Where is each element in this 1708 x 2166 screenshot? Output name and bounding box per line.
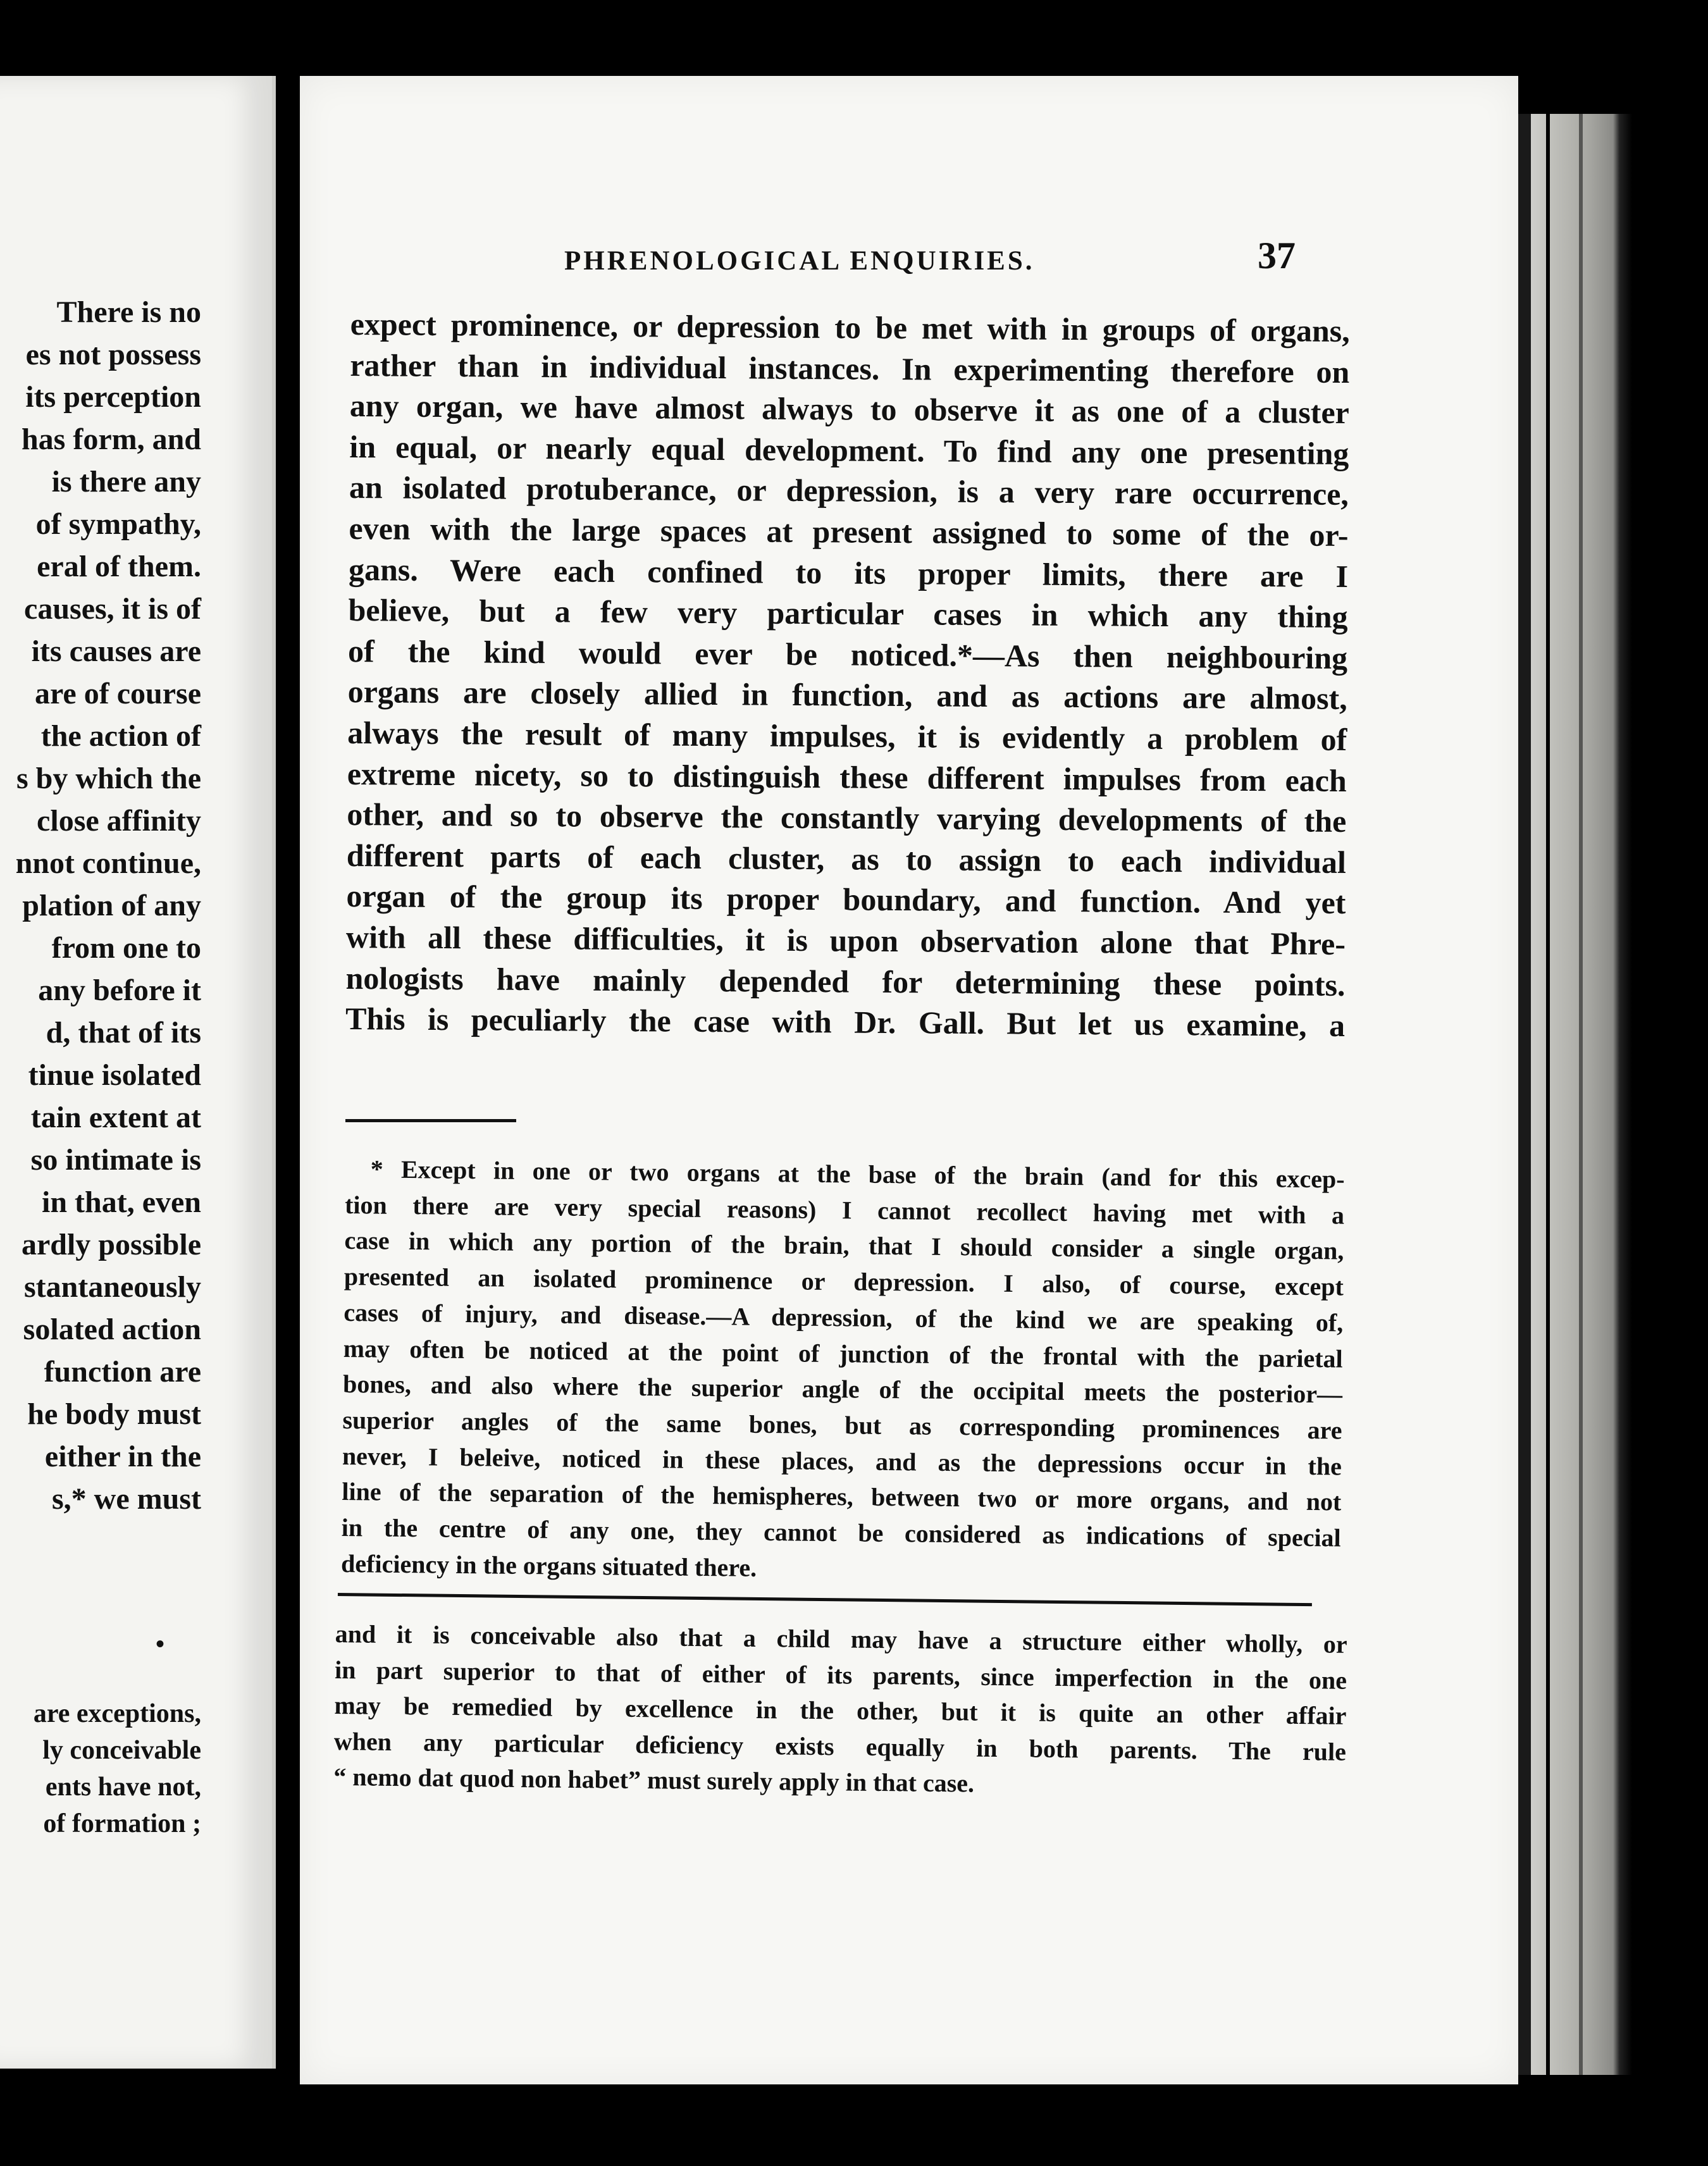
edge-line bbox=[1546, 114, 1550, 2075]
footnote-line: bones, and also where the superior angle of the occipital meets the posterior— bbox=[342, 1370, 1343, 1409]
footnote-rule bbox=[345, 1119, 516, 1122]
left-footnote-line: ents have not, bbox=[45, 1773, 201, 1802]
left-page-mark: • bbox=[155, 1630, 164, 1658]
footnote-line: case in which any portion of the brain, that I should consider a single organ, bbox=[344, 1226, 1344, 1265]
left-line: close affinity bbox=[37, 804, 201, 838]
left-line: causes, it is of bbox=[24, 592, 201, 626]
footnote-line: line of the separation of the hemispheres, between two or more organs, and not bbox=[342, 1477, 1342, 1516]
body-line: rather than in individual instances. In experimenting therefore on bbox=[350, 347, 1350, 390]
body-line: different parts of each cluster, as to assign to each individual bbox=[346, 837, 1347, 880]
left-footnote-line: ly conceivable bbox=[42, 1736, 201, 1765]
continued-footnote-line: may be remedied by excellence in the other, but it is quite an other affair bbox=[334, 1690, 1347, 1730]
left-line: has form, and bbox=[21, 423, 201, 456]
body-line: with all these difficulties, it is upon observation alone that Phre- bbox=[345, 919, 1346, 962]
left-footnote-line: are exceptions, bbox=[33, 1699, 201, 1728]
footnote-line: never, I beleive, noticed in these places, and as the depressions occur in the bbox=[342, 1441, 1342, 1481]
continued-footnote-line: and it is conceivable also that a child may have a structure either wholly, or bbox=[335, 1619, 1347, 1659]
left-line: s by which the bbox=[16, 762, 201, 795]
left-line: ardly possible bbox=[21, 1228, 201, 1261]
left-line: is there any bbox=[51, 465, 201, 498]
left-line: the action of bbox=[40, 719, 201, 753]
footnote-line: tion there are very special reasons) I cannot recollect having met with a bbox=[344, 1190, 1345, 1230]
left-line: eral of them. bbox=[37, 550, 201, 583]
continued-footnote-line: when any particular deficiency exists equally in both parents. The rule bbox=[333, 1726, 1347, 1766]
body-line: an isolated protuberance, or depression, is a very rare occurrence, bbox=[349, 469, 1349, 512]
left-line: any before it bbox=[38, 974, 201, 1007]
left-line: its causes are bbox=[31, 634, 201, 668]
running-head-title: PHRENOLOGICAL ENQUIRIES. bbox=[564, 246, 1035, 276]
body-line: nologists have mainly depended for determining these points. bbox=[345, 960, 1346, 1003]
body-line: even with the large spaces at present assigned to some of the or- bbox=[349, 510, 1349, 553]
left-page-footnote bbox=[0, 1695, 201, 1842]
left-line: are of course bbox=[34, 677, 201, 710]
footnote-line: cases of injury, and disease.—A depression, of the kind we are speaking of, bbox=[343, 1297, 1344, 1337]
left-line: plation of any bbox=[22, 889, 201, 922]
left-line: solated action bbox=[23, 1313, 201, 1346]
body-line: gans. Were each confined to its proper limits, there are I bbox=[348, 551, 1349, 594]
body-line: expect prominence, or depression to be met with in groups of organs, bbox=[350, 306, 1350, 349]
left-line: d, that of its bbox=[46, 1016, 201, 1049]
left-line: of sympathy, bbox=[35, 507, 201, 541]
body-line: organ of the group its proper boundary, and function. And yet bbox=[346, 878, 1346, 921]
footnote-line: * Except in one or two organs at the base of the brain (and for this excep- bbox=[370, 1154, 1345, 1194]
page-number: 37 bbox=[1258, 235, 1296, 276]
continued-footnote bbox=[333, 1616, 1347, 1805]
left-line: either in the bbox=[44, 1440, 201, 1473]
main-page bbox=[300, 76, 1518, 2084]
footnote-line: in the centre of any one, they cannot be considered as indications of special bbox=[341, 1513, 1341, 1552]
left-line: in that, even bbox=[42, 1185, 201, 1219]
body-line: always the result of many impulses, it is evidently a problem of bbox=[347, 714, 1347, 757]
left-line: es not possess bbox=[25, 338, 201, 371]
body-line: organs are closely allied in function, and as actions are almost, bbox=[347, 674, 1347, 717]
left-line: tinue isolated bbox=[28, 1058, 201, 1092]
body-line: in equal, or nearly equal development. To find any one presenting bbox=[349, 428, 1349, 471]
body-text bbox=[345, 304, 1350, 1046]
continued-footnote-line: “ nemo dat quod non habet” must surely apply in that case. bbox=[333, 1762, 975, 1798]
body-line: other, and so to observe the constantly varying developments of the bbox=[347, 796, 1347, 839]
book-gutter bbox=[276, 70, 300, 2094]
left-line: There is no bbox=[56, 295, 201, 329]
left-page-text bbox=[0, 291, 201, 1520]
separator-rule bbox=[338, 1593, 1312, 1606]
left-line: its perception bbox=[25, 380, 201, 414]
left-line: nnot continue, bbox=[15, 846, 201, 880]
left-footnote-line: of formation ; bbox=[43, 1809, 201, 1838]
footnote-line: superior angles of the same bones, but as corresponding prominences are bbox=[342, 1405, 1342, 1445]
left-line: from one to bbox=[51, 931, 201, 965]
left-line: stantaneously bbox=[23, 1270, 201, 1304]
left-line: s,* we must bbox=[52, 1482, 201, 1516]
body-line: believe, but a few very particular cases in which any thing bbox=[348, 592, 1348, 635]
footnote-line: deficiency in the organs situated there. bbox=[340, 1549, 757, 1582]
footnote-line: presented an isolated prominence or depression. I also, of course, except bbox=[343, 1262, 1344, 1301]
continued-footnote-line: in part superior to that of either of its parents, since imperfection in the one bbox=[334, 1655, 1347, 1695]
left-line: tain extent at bbox=[30, 1101, 201, 1134]
page-edges bbox=[1518, 114, 1708, 2075]
body-line: extreme nicety, so to distinguish these different impulses from each bbox=[347, 755, 1347, 798]
left-line: function are bbox=[44, 1355, 201, 1389]
footnote-line: may often be noticed at the point of junction of the frontal with the parietal bbox=[343, 1334, 1343, 1373]
left-line: he body must bbox=[27, 1397, 201, 1431]
body-line: This is peculiarly the case with Dr. Gall. But let us examine, a bbox=[345, 1001, 1346, 1044]
footnote bbox=[341, 1151, 1345, 1592]
left-facing-page bbox=[0, 76, 276, 2069]
body-line: any organ, we have almost always to observe it as one of a cluster bbox=[349, 388, 1350, 431]
running-head bbox=[300, 234, 1518, 285]
body-line: of the kind would ever be noticed.*—As then neighbouring bbox=[347, 633, 1348, 676]
left-line: so intimate is bbox=[30, 1143, 201, 1177]
edge-line bbox=[1579, 114, 1583, 2075]
